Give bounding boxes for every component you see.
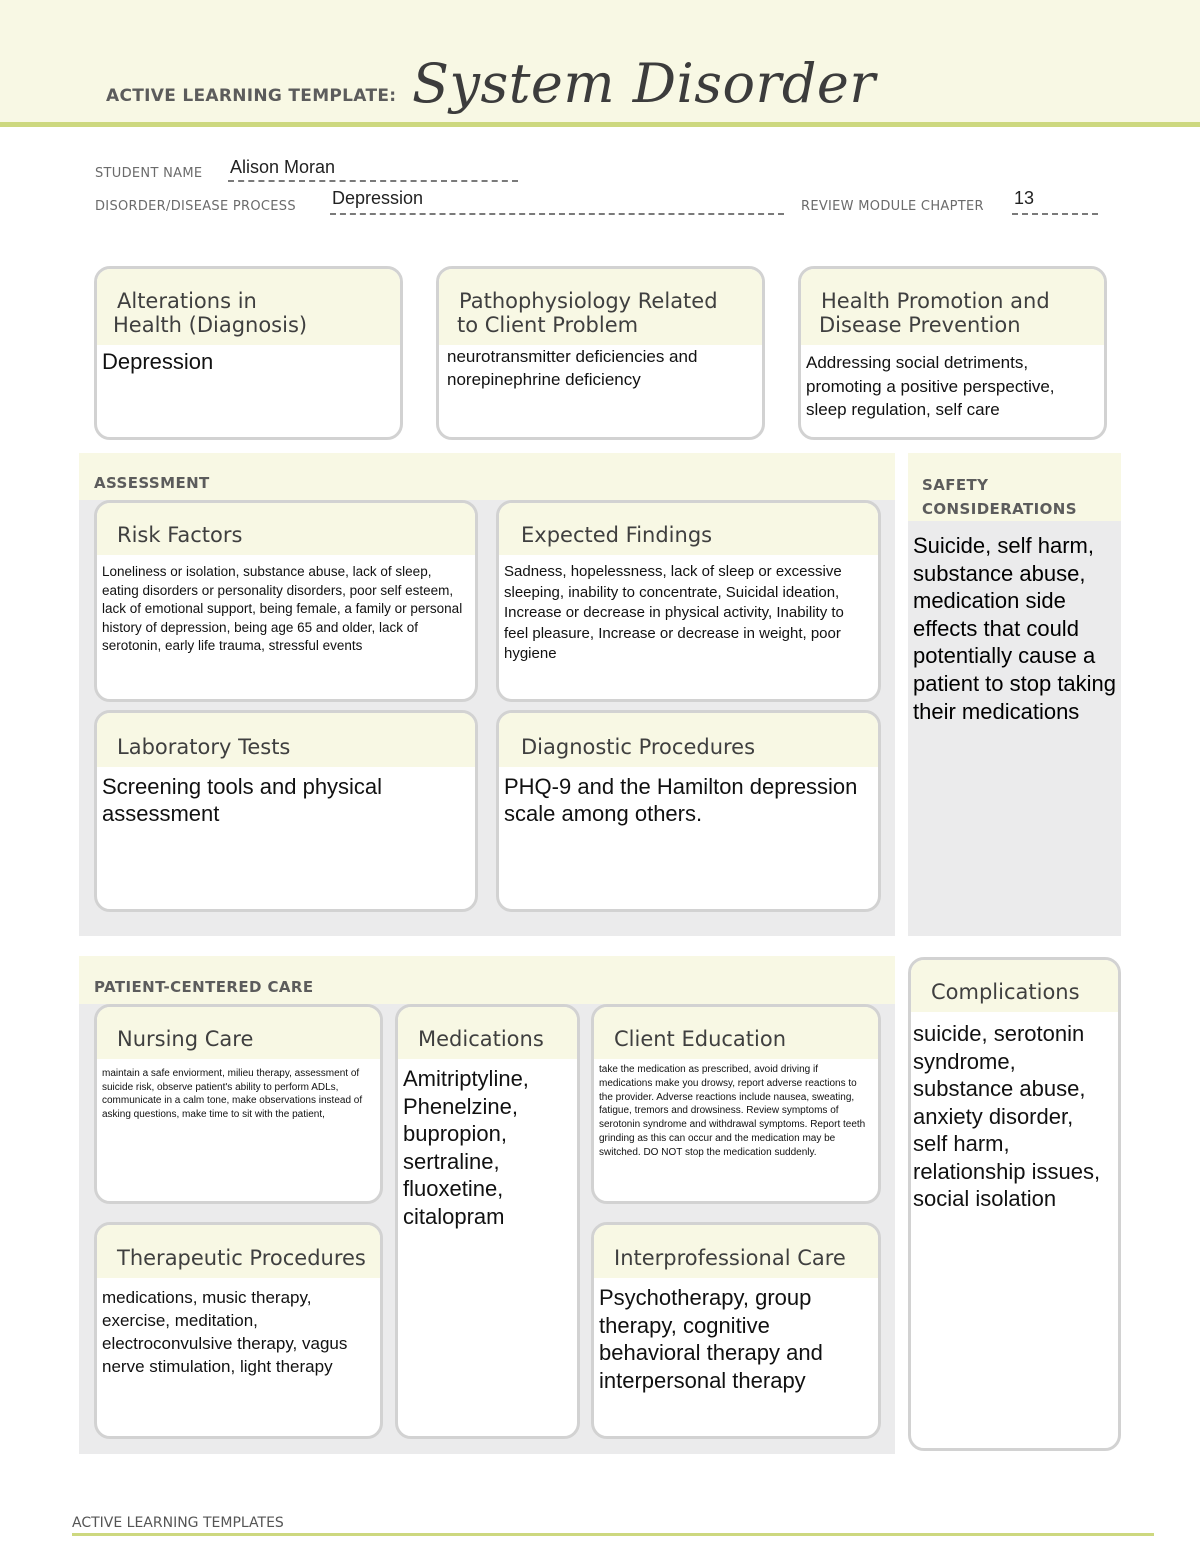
alterations-content[interactable]: Depression <box>102 349 214 374</box>
footer-divider <box>72 1533 1154 1536</box>
safety-title-line2: CONSIDERATIONS <box>922 500 1077 518</box>
medications-box <box>395 1004 580 1439</box>
safety-title <box>922 473 1077 521</box>
pathophysiology-title-line2: to Client Problem <box>457 313 639 337</box>
therapeutic-procedures-title: Therapeutic Procedures <box>97 1225 380 1278</box>
therapeutic-procedures-content[interactable]: medications, music therapy, exercise, meditation, electroconvulsive therapy, vagus nerve stimulation, light therapy <box>102 1288 348 1376</box>
pathophysiology-title-line1: Pathophysiology Related <box>459 289 718 313</box>
alterations-title-line1: Alterations in <box>117 289 257 313</box>
review-chapter-value[interactable]: 13 <box>1014 188 1035 208</box>
assessment-title: ASSESSMENT <box>94 474 210 492</box>
interprofessional-care-box <box>591 1222 881 1439</box>
laboratory-tests-box <box>94 710 478 912</box>
risk-factors-box <box>94 500 478 702</box>
health-promotion-title-line2: Disease Prevention <box>819 313 1021 337</box>
laboratory-tests-title: Laboratory Tests <box>97 713 475 767</box>
disorder-value[interactable]: Depression <box>332 188 424 208</box>
client-education-title: Client Education <box>594 1007 878 1059</box>
review-chapter-label: REVIEW MODULE CHAPTER <box>801 199 984 214</box>
diagnostic-procedures-box <box>496 710 881 912</box>
health-promotion-title-line1: Health Promotion and <box>821 289 1050 313</box>
pathophysiology-box <box>436 266 765 440</box>
interprofessional-care-content[interactable]: Psychotherapy, group therapy, cognitive behavioral therapy and interpersonal therapy <box>599 1285 823 1393</box>
disorder-line <box>330 213 784 215</box>
alterations-title-line2: Health (Diagnosis) <box>113 313 308 337</box>
student-name-value[interactable]: Alison Moran <box>230 157 336 177</box>
header-divider <box>0 122 1200 127</box>
safety-title-line1: SAFETY <box>922 476 989 494</box>
expected-findings-content[interactable]: Sadness, hopelessness, lack of sleep or excessive sleeping, inability to concentrate, Suicidal ideation, Increase or decrease in physical activity, Inability to feel pleasure, Increase or decrease in weight, poor hygiene <box>504 563 844 662</box>
health-promotion-content[interactable]: Addressing social detriments, promoting a positive perspective, sleep regulation, self care <box>806 353 1055 419</box>
alterations-box <box>94 266 403 440</box>
medications-content[interactable]: Amitriptyline, Phenelzine, bupropion, sertraline, fluoxetine, citalopram <box>403 1066 529 1229</box>
laboratory-tests-content[interactable]: Screening tools and physical assessment <box>102 774 383 826</box>
student-name-line <box>228 180 518 182</box>
pathophysiology-content[interactable]: neurotransmitter deficiencies and norepinephrine deficiency <box>447 347 698 389</box>
diagnostic-procedures-content[interactable]: PHQ-9 and the Hamilton depression scale among others. <box>504 774 858 826</box>
risk-factors-content[interactable]: Loneliness or isolation, substance abuse, lack of sleep, eating disorders or personality disorders, poor self esteem, lack of emotional support, being female, a family or personal history of depression, being age 65 and older, lack of serotonin, early life trauma, stressful events <box>102 564 463 653</box>
expected-findings-title: Expected Findings <box>499 503 878 555</box>
patient-centered-care-title: PATIENT-CENTERED CARE <box>94 978 314 996</box>
complications-content[interactable]: suicide, serotonin syndrome, substance abuse, anxiety disorder, self harm, relationship issues, social isolation <box>913 1021 1101 1211</box>
client-education-box <box>591 1004 881 1204</box>
pathophysiology-header <box>439 269 762 345</box>
nursing-care-title: Nursing Care <box>97 1007 380 1059</box>
safety-content[interactable]: Suicide, self harm, substance abuse, medication side effects that could potentially cause a patient to stop taking their medications <box>913 533 1117 724</box>
medications-title: Medications <box>398 1007 577 1059</box>
alterations-header <box>97 269 400 345</box>
template-label: ACTIVE LEARNING TEMPLATE: <box>106 86 397 106</box>
interprofessional-care-title: Interprofessional Care <box>594 1225 878 1278</box>
complications-title: Complications <box>911 960 1118 1012</box>
diagnostic-procedures-title: Diagnostic Procedures <box>499 713 878 767</box>
page-title: System Disorder <box>412 52 876 115</box>
student-name-label: STUDENT NAME <box>95 166 203 181</box>
footer-text: ACTIVE LEARNING TEMPLATES <box>72 1515 284 1531</box>
client-education-content[interactable]: take the medication as prescribed, avoid driving if medications make you drowsy, report adverse reactions to the provider. Adverse reactions include nausea, sweating, fatigue, tremors and drowsiness. Review symptoms of serotonin syndrome and withdrawal symptoms. Report teeth grinding as this can occur and the medication may be switched. DO NOT stop the medication suddenly. <box>599 1064 866 1158</box>
health-promotion-header <box>801 269 1104 345</box>
nursing-care-box <box>94 1004 383 1204</box>
therapeutic-procedures-box <box>94 1222 383 1439</box>
disorder-label: DISORDER/DISEASE PROCESS <box>95 199 296 214</box>
review-chapter-line <box>1012 213 1098 215</box>
risk-factors-title: Risk Factors <box>97 503 475 555</box>
health-promotion-box <box>798 266 1107 440</box>
nursing-care-content[interactable]: maintain a safe enviorment, milieu therapy, assessment of suicide risk, observe patient's ability to perform ADLs, communicate in a calm tone, make observations instead of asking questions, make time to sit with the patient, <box>102 1068 363 1120</box>
complications-box <box>908 957 1121 1451</box>
expected-findings-box <box>496 500 881 702</box>
